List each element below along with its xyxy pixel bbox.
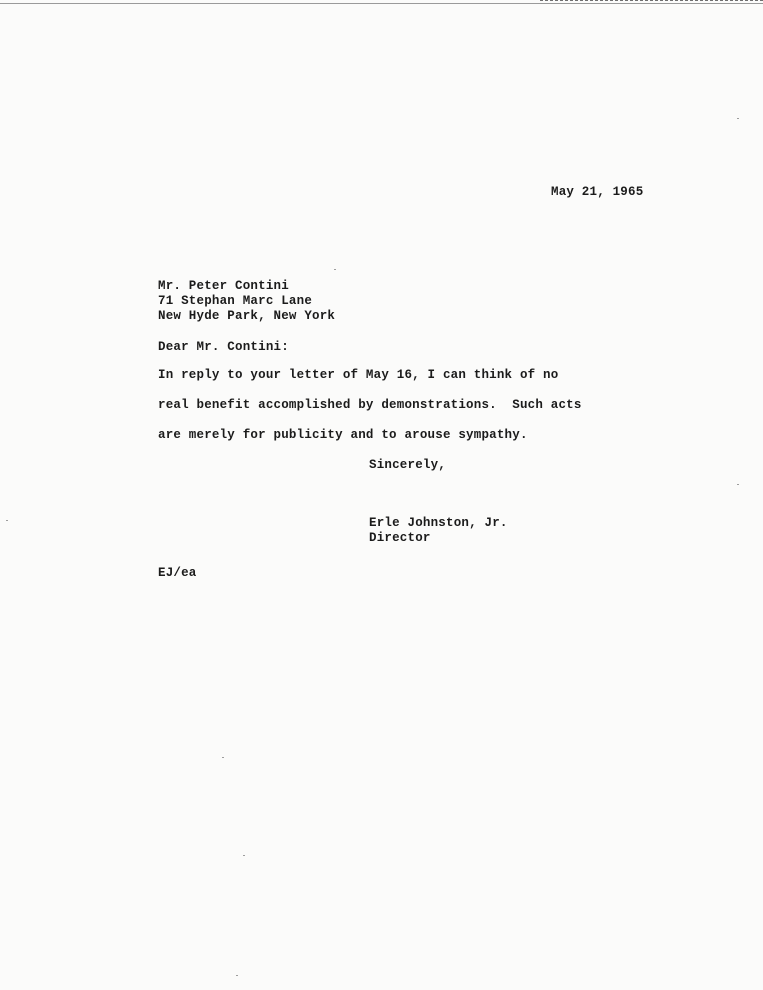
- scan-speck: [334, 269, 336, 270]
- body-line: In reply to your letter of May 16, I can think of no: [158, 368, 559, 382]
- scan-speck: [236, 975, 238, 976]
- salutation: Dear Mr. Contini:: [158, 340, 289, 354]
- scan-speck: [737, 118, 739, 119]
- body-line: real benefit accomplished by demonstrations. Such acts: [158, 398, 582, 412]
- top-edge-marks: [540, 0, 763, 5]
- recipient-street: 71 Stephan Marc Lane: [158, 294, 313, 308]
- recipient-name: Mr. Peter Contini: [158, 279, 289, 293]
- scan-speck: [6, 520, 8, 521]
- letter-date: May 21, 1965: [551, 185, 644, 199]
- scan-speck: [222, 757, 224, 758]
- reference-initials: EJ/ea: [158, 566, 197, 580]
- body-line: are merely for publicity and to arouse sympathy.: [158, 428, 528, 442]
- complimentary-closing: Sincerely,: [369, 458, 447, 472]
- scan-speck: [737, 484, 739, 485]
- scan-speck: [243, 855, 245, 856]
- signer-name: Erle Johnston, Jr.: [369, 516, 508, 530]
- signer-title: Director: [369, 531, 431, 545]
- recipient-city: New Hyde Park, New York: [158, 309, 336, 323]
